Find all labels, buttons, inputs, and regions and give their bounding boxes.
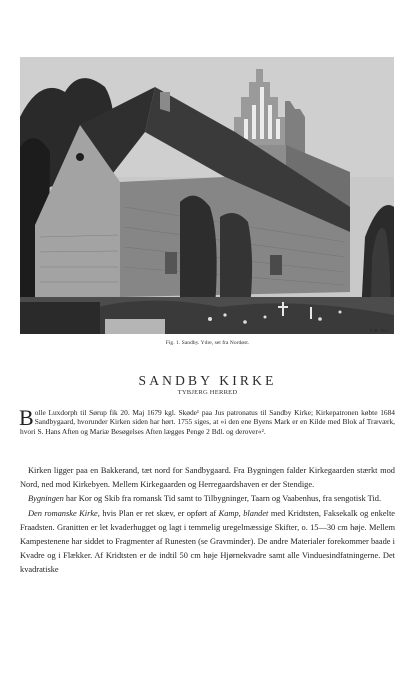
- drop-cap: B: [19, 405, 34, 430]
- body-text: [20, 464, 395, 578]
- paragraph-location: Kirken ligger paa en Bakkerand, tæt nord for Sandbygaard. Fra Bygningen falder Kirkegaarden stærkt mod Nord, ned mod Kirkebyen. Mellem Kirkegaarden og Herregaardshaven er der Stendige.: [20, 466, 395, 490]
- page-title: SANDBY KIRKE: [138, 373, 277, 388]
- intro-paragraph: [19, 405, 395, 436]
- photo-reference-number: V. H. 192 ?: [369, 328, 390, 333]
- paragraph-building: [20, 492, 395, 506]
- building-text: har Kor og Skib fra romansk Tid samt to Tilbygninger, Taarn og Vaabenhus, fra sengotisk Tid.: [63, 494, 382, 504]
- building-label: Bygningen: [28, 494, 64, 504]
- paragraph-romanesque: [20, 507, 395, 578]
- intro-text: olle Luxdorph til Sørup fik 20. Maj 1679 kgl. Skøde¹ paa Jus patronatus til Sandby Kirke; Kirkepatronen købte 1684 Sandbygaard, hvorunder Kirken siden har hørt. 1755 siges, at »i den ene Byens Mark er en Kilde med Blok af Træværk, hvori S. Hans Aften og Mariæ Besøgelses Aften lægges Penge 2 Bdl. og derover«².: [20, 408, 395, 436]
- page-subtitle: TYBJERG HERRED: [177, 389, 238, 396]
- romanesque-italic: Kamp, blandet: [218, 508, 269, 518]
- romanesque-label: Den romanske Kirke,: [28, 508, 100, 518]
- romanesque-text-b: med Kridtsten, Faksekalk og enkelte Fraadsten. Granitten er let kvaderhugget og lagt i temmelig uregelmæssige Skifter, o. 15—30 cm høje. Mellem Kampestenene har siddet to Fragmenter af Runesten (se Gravminder). De andre Materialer forekommer baade i Kvadre og i Flækker. Af Kridtsten er de indtil 50 cm høje Hjørnekvadre samt alle Vinduesindfatningerne. Det kvadratiske: [20, 508, 395, 575]
- church-photograph: [20, 57, 394, 334]
- church-photo-drawing: [20, 57, 394, 334]
- romanesque-text-a: hvis Plan er ret skæv, er opført af: [99, 508, 219, 518]
- figure-caption: Fig. 1. Sandby. Ydre, set fra Nordøst.: [165, 340, 250, 346]
